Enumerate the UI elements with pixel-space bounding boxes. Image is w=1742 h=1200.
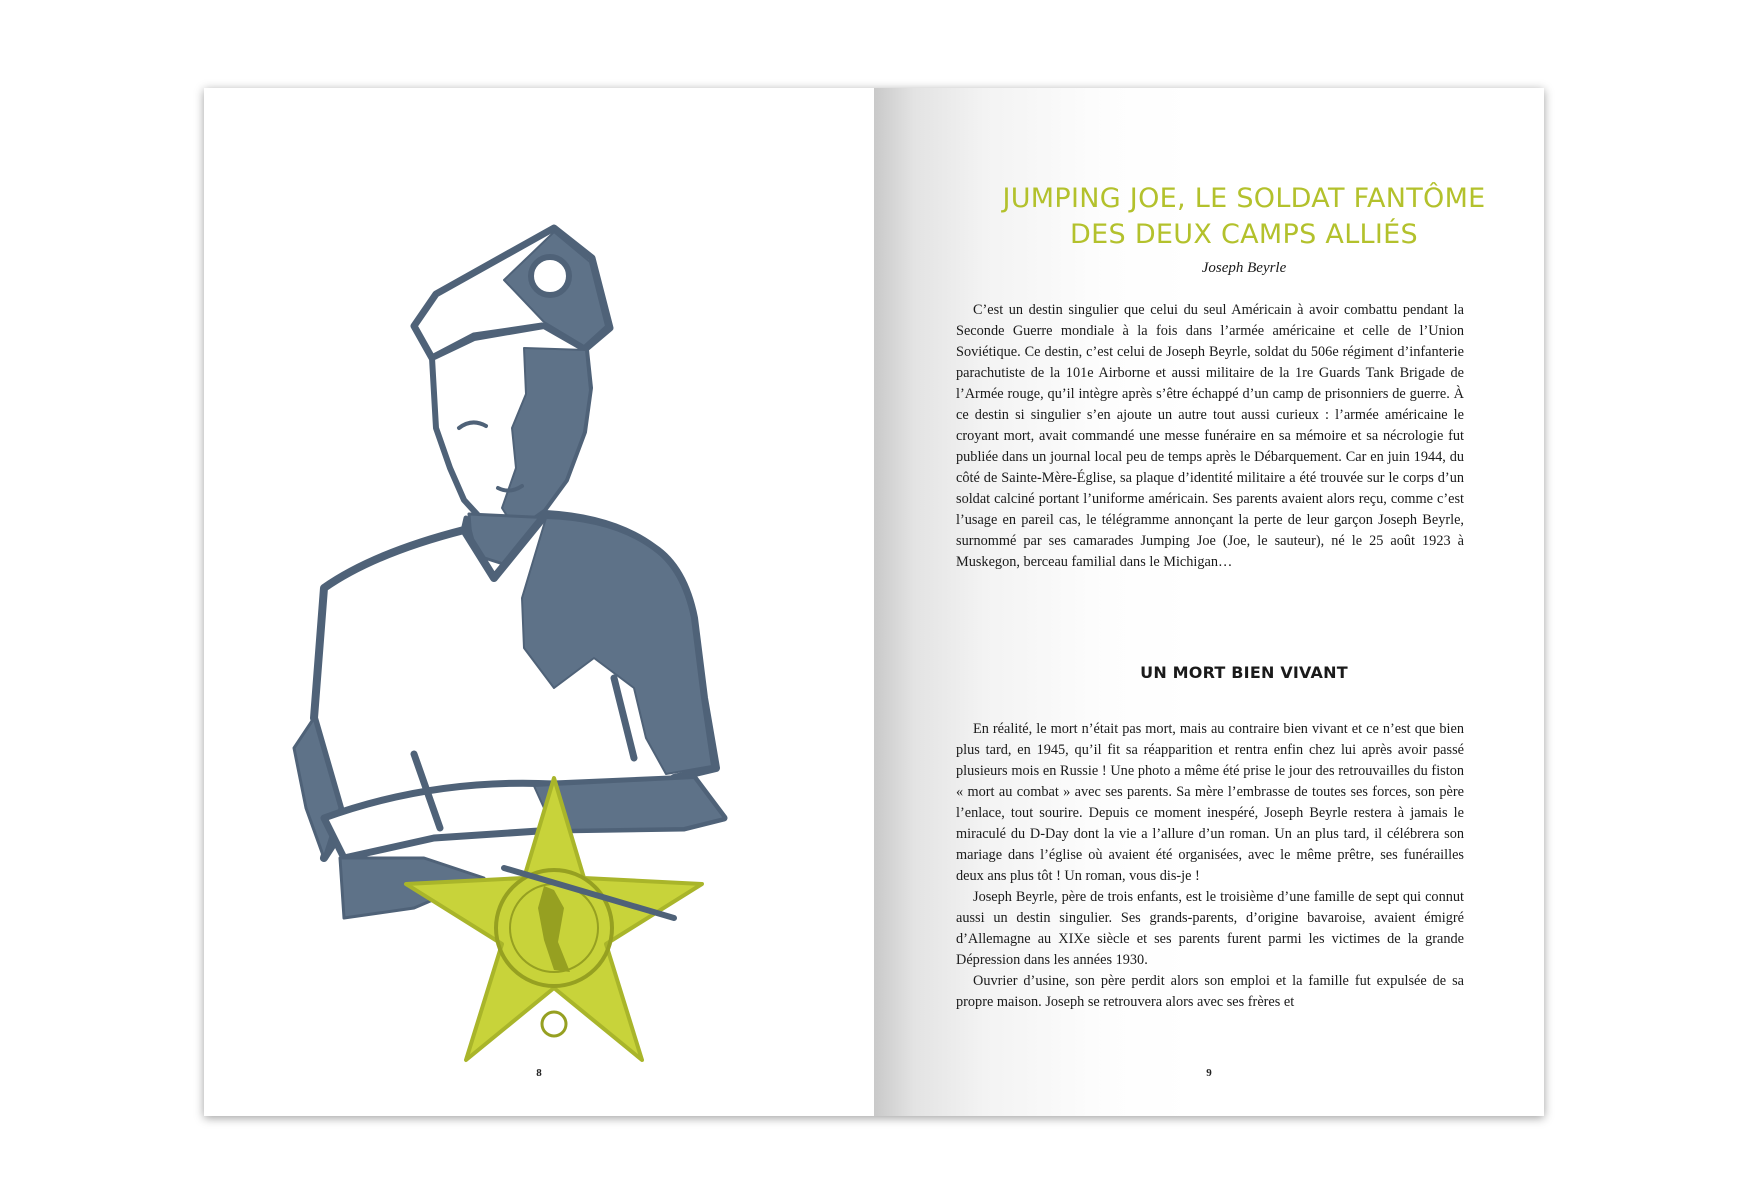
chapter-title-line-2: DES DEUX CAMPS ALLIÉS bbox=[1070, 219, 1418, 250]
section-text bbox=[956, 719, 1464, 1013]
section-paragraph: En réalité, le mort n’était pas mort, mais au contraire bien vivant et ce n’est que bien plus tard, en 1945, qu’il fit sa réapparition et rentra enfin chez lui après avoir passé plusieurs mois en Russie ! Une photo a même été prise le jour des retrouvailles du fiston « mort au combat » avec ses parents. Sa mère l’embrasse de toutes ses forces, son père l’enlace, tout sourire. Depuis ce moment inespéré, Joseph Beyrle restera à jamais le miraculé du D-Day dont la vie a l’allure d’un roman. Un an plus tard, il célébrera son mariage dans l’église où avaient été organisées, avec le même prêtre, ses funérailles deux ans plus tôt ! Un roman, vous dis-je ! bbox=[956, 721, 1464, 884]
chapter-title bbox=[944, 181, 1544, 253]
intro-paragraph: C’est un destin singulier que celui du seul Américain à avoir combattu pendant la Seconde Guerre mondiale à la fois dans l’armée américaine et celle de l’Union Soviétique. Ce destin, c’est celui de Joseph Beyrle, soldat du 506e régiment d’infanterie parachutiste de la 101e Airborne et aussi militaire de la 1re Guards Tank Brigade de l’Armée rouge, qu’il intègre après s’être échappé d’un camp de prisonniers de guerre. À ce destin si singulier s’en ajoute un autre tout aussi curieux : l’armée américaine le croyant mort, avait commandé une messe funéraire en sa mémoire et sa nécrologie fut publiée dans un journal local peu de temps après le Débarquement. Car en juin 1944, du côté de Sainte-Mère-Église, sa plaque d’identité militaire a été trouvée sur le corps d’un soldat calciné portant l’uniforme américain. Ses parents avaient alors reçu, comme c’est l’usage en pareil cas, le télégramme annonçant la perte de leur garçon Joseph Beyrle, surnommé par ses camarades Jumping Joe (Joe, le sauteur), né le 25 août 1923 à Muskegon, berceau familial dans le Michigan… bbox=[956, 302, 1464, 570]
soldier-illustration bbox=[254, 218, 774, 1078]
page-number-left: 8 bbox=[536, 1067, 542, 1079]
chapter-subtitle-author: Joseph Beyrle bbox=[1201, 260, 1287, 276]
chapter-title-line-1: JUMPING JOE, LE SOLDAT FANTÔME bbox=[1002, 183, 1486, 214]
page-number-right: 9 bbox=[1206, 1067, 1212, 1079]
section-paragraph: Joseph Beyrle, père de trois enfants, est le troisième d’une famille de sept qui connut aussi un destin singulier. Ses grands-parents, d’origine bavaroise, avaient émigré d’Allemagne au XIXe siècle et ses parents furent parmi les victimes de la grande Dépression dans les années 1930. bbox=[956, 889, 1464, 968]
book-spread bbox=[204, 88, 1544, 1116]
right-page bbox=[874, 88, 1544, 1116]
intro-text bbox=[956, 300, 1464, 573]
cap-insignia bbox=[531, 257, 569, 295]
section-heading: UN MORT BIEN VIVANT bbox=[1140, 663, 1348, 682]
left-page bbox=[204, 88, 874, 1116]
section-paragraph: Ouvrier d’usine, son père perdit alors son emploi et la famille fut expulsée de sa propre maison. Joseph se retrouvera alors avec ses frères et bbox=[956, 973, 1464, 1010]
